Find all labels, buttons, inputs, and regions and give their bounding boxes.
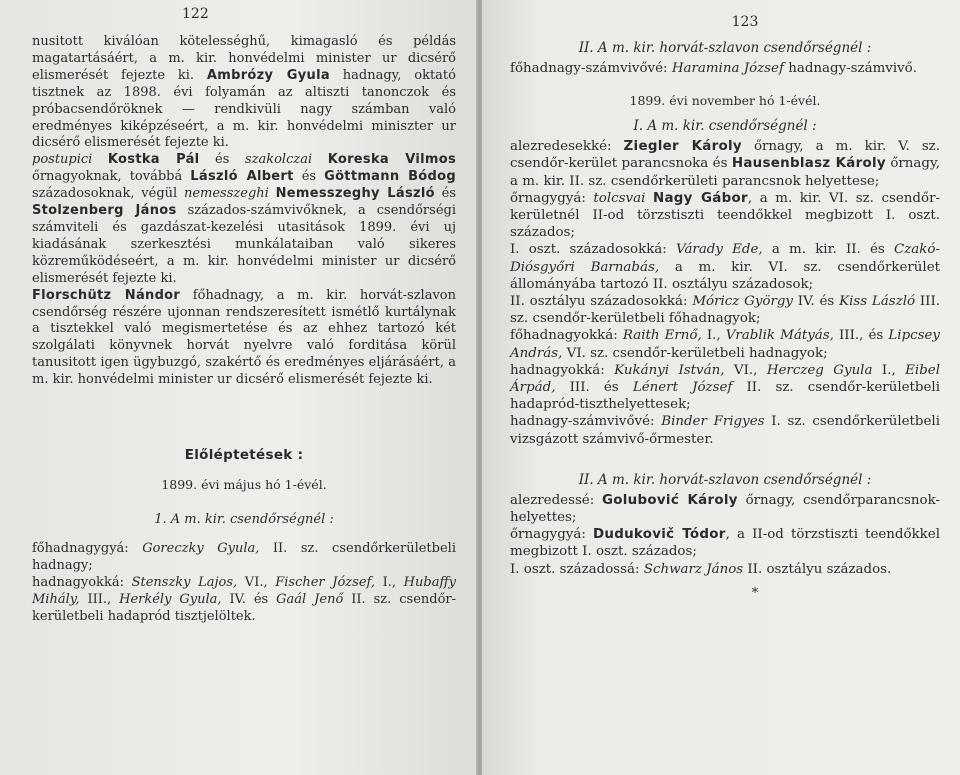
text-run: III., — [79, 591, 120, 607]
name-italic: Binder Frigyes — [661, 414, 765, 430]
name-bold: Florschütz Nándor — [32, 287, 181, 303]
text-run: alezredesekké: — [510, 139, 624, 155]
name-italic: Kiss László — [839, 294, 916, 310]
name-italic: Várady Ede, — [676, 242, 763, 258]
name-bold: Dudukovič Tódor — [592, 527, 726, 543]
text-run: és — [293, 169, 325, 185]
paragraph — [510, 190, 940, 242]
right-page — [482, 0, 960, 775]
text-run: II. sz. csendőr-kerületbeli hadapród-tiszthelyettesek; — [510, 380, 940, 413]
text-run: VI. sz. csendőr-kerületbeli hadnagyok; — [562, 345, 828, 361]
text-run: őrnagy, csendőrparancsnok-helyettes; — [510, 492, 940, 526]
paragraph — [510, 60, 940, 77]
text-run: I., — [872, 362, 906, 378]
text-run: I., — [701, 328, 726, 344]
name-bold: Kostka Pál — [107, 152, 200, 168]
paragraph — [510, 138, 940, 190]
paragraph — [32, 152, 456, 287]
text-run: , a m. kir. VI. sz. csendőr-kerületnél II-od törzstiszti teendőkkel megbizott I. oszt. százados; — [510, 190, 940, 241]
paragraph — [510, 413, 940, 447]
text-run: I. oszt. századossá: — [510, 561, 644, 577]
name-italic: Lénert József — [632, 380, 733, 396]
paragraph — [510, 362, 940, 414]
unit-heading-top: II. A m. kir. horvát-szlavon csendőrségnél : — [578, 40, 872, 56]
text-run: VI., — [724, 362, 767, 378]
promotion-date-left: 1899. évi május hó 1-évél. — [161, 477, 327, 493]
text-run: III. és — [555, 380, 633, 396]
paragraph — [510, 241, 940, 293]
text-run: őrnagy, a m. kir. II. sz. csendőrkerületi parancsnok helyettese; — [510, 156, 940, 189]
text-run: alezredessé: — [510, 492, 602, 508]
text-run: százados-számvivőknek, a csendőrségi számviteli és gazdászat-kezelési utasitások 1899. évi uj kiadásának szerkesztési munkálataiban való sikeres közreműködéseért, a m. kir. honvédelmi minister ur dicsérő elismerését fejezte ki. — [32, 203, 456, 286]
name-italic: postupici — [32, 152, 108, 168]
text-run: őrnagygyá: — [510, 527, 593, 543]
paragraph — [32, 575, 456, 626]
name-italic: Kukányi István, — [614, 362, 725, 378]
mid-promotion-text — [510, 138, 940, 448]
text-run: őrnagy, a m. kir. V. sz. csendőr-kerület parancsnoka és — [510, 139, 940, 172]
text-run: II. osztályu százados. — [743, 561, 892, 577]
name-italic: Gaál Jenő — [276, 591, 344, 607]
name-italic: nemesszeghi — [183, 186, 276, 202]
name-italic: Móricz György — [692, 294, 793, 310]
text-run: és — [199, 152, 245, 168]
text-run: I. sz. csendőrkerületbeli vizsgázott számvivő-őrmester. — [510, 414, 940, 447]
text-run: hadnagy, oktató tisztnek az 1898. évi folyamán az altiszti tanonczok és próbacsendőröknek — rendkivüli nagy számban való eredményes kiképzéseért, a m. kir. honvédelmi miniszter ur dicsérő elismerését fejezte ki. — [32, 67, 456, 151]
name-bold: László Albert — [190, 169, 294, 185]
award-text — [32, 34, 456, 389]
text-run: III. sz. csendőr-kerületbeli főhadnagyok; — [510, 294, 940, 327]
name-bold: Hausenblasz Károly — [731, 156, 886, 172]
name-italic: szakolczai — [244, 152, 328, 168]
name-italic: Goreczky Gyula, — [142, 541, 260, 557]
name-italic: Eibel Árpád, — [510, 362, 940, 396]
name-bold: Golubović Károly — [602, 492, 738, 508]
name-italic: Haramina József — [671, 61, 784, 76]
bottom-promotion-text — [510, 492, 940, 578]
unit-heading-mid: I. A m. kir. csendőrségnél : — [633, 118, 817, 135]
paragraph — [510, 327, 940, 361]
paragraph — [510, 293, 940, 327]
promotion-text-left — [32, 541, 456, 626]
name-bold: Stolzenberg János — [32, 203, 177, 219]
text-run: II. osztályu századosokká: — [510, 294, 693, 310]
unit-heading-bottom: II. A m. kir. horvát-szlavon csendőrségnél : — [578, 471, 872, 488]
text-run: főhadnagyokká: — [510, 328, 623, 344]
section-heading: Előléptetések : — [184, 447, 304, 464]
name-italic: Czakó-Diósgyőri Barnabás, — [510, 242, 940, 275]
text-run: , a II-od törzstiszti teendőkkel megbizott I. oszt. százados; — [510, 527, 940, 560]
paragraph — [510, 526, 940, 560]
name-italic: tolcsvai — [593, 190, 653, 206]
name-bold: Ziegler Károly — [623, 139, 742, 155]
name-italic: Schwarz János — [643, 561, 744, 577]
text-run: hadnagyokká: — [510, 362, 615, 378]
text-run: őrnagyoknak, továbbá — [32, 169, 191, 185]
name-italic: Herkély Gyula, — [119, 591, 222, 607]
text-run: és — [434, 186, 456, 202]
unit-heading-left: 1. A m. kir. csendőrségnél : — [154, 512, 334, 528]
paragraph — [32, 34, 456, 152]
name-bold: Nemesszeghy László — [275, 186, 435, 202]
name-bold: Ambrózy Gyula — [206, 67, 330, 83]
left-page — [0, 0, 478, 775]
text-run: hadnagyokká: — [32, 574, 132, 590]
text-run: IV. és — [221, 591, 277, 607]
paragraph — [32, 541, 456, 575]
page-number-right: 123 — [731, 14, 759, 30]
text-run: a m. kir. II. és — [762, 242, 894, 258]
name-italic: Hubaffy Mihály, — [32, 574, 457, 607]
text-run: a m. kir. VI. sz. csendőrkerület állományába tartozó II. osztályu századosok; — [510, 259, 940, 292]
name-bold: Nagy Gábor — [652, 190, 748, 206]
text-run: főhadnagygyá: — [32, 541, 143, 557]
name-italic: Vrablik Mátyás, — [725, 328, 834, 344]
text-run: II. sz. csendőrkerületbeli hadnagy; — [32, 541, 456, 573]
text-run: hadnagy-számvivő. — [783, 61, 917, 76]
ornament-star: * — [751, 585, 759, 601]
top-promotion-text — [510, 60, 940, 77]
name-bold: Göttmann Bódog — [324, 169, 456, 185]
paragraph — [510, 492, 940, 526]
text-run: IV. és — [793, 294, 840, 310]
text-run: hadnagy-számvivővé: — [510, 414, 662, 430]
text-run: VI., — [237, 574, 276, 590]
text-run: századosoknak, végül — [32, 186, 184, 202]
paragraph — [510, 561, 940, 578]
text-run: nusitott kiválóan kötelességhű, kimagasló és példás magatartásáért, a m. kir. honvédelmi minister ur dicsérő elismerését fejezte ki. — [32, 34, 456, 83]
name-italic: Raith Ernő, — [622, 328, 702, 344]
text-run: főhadnagy, a m. kir. horvát-szlavon csendőrség részére ujonnan rendszeresített ismétlő kurtálynak a tisztekkel való megismertetése és az ehhez tartozó két szolgálati könyvnek horvát nyelvre való forditása körül tanusitott igen ügybuzgó, szakértő és eredményes eljárásáért, a m. kir. honvédelmi minister ur dicsérő elismerését fejezte ki. — [32, 287, 456, 388]
name-italic: Stenszky Lajos, — [131, 574, 238, 590]
promotion-date-right: 1899. évi november hó 1-évél. — [629, 93, 821, 109]
name-italic: Herczeg Gyula — [766, 362, 873, 378]
name-italic: Lipcsey András, — [510, 328, 940, 361]
name-italic: Fischer József, — [275, 574, 376, 590]
text-run: főhadnagy-számvivővé: — [510, 61, 672, 76]
page-number-left: 122 — [182, 6, 209, 22]
name-bold: Koreska Vilmos — [327, 152, 456, 168]
text-run: őrnagygyá: — [510, 190, 594, 206]
text-run: I., — [375, 574, 404, 590]
paragraph — [32, 288, 456, 389]
text-run: II. sz. csendőr-kerületbeli hadapród tisztjelöltek. — [32, 591, 457, 624]
text-run: I. oszt. századosokká: — [510, 242, 676, 258]
text-run: III., és — [833, 328, 889, 344]
